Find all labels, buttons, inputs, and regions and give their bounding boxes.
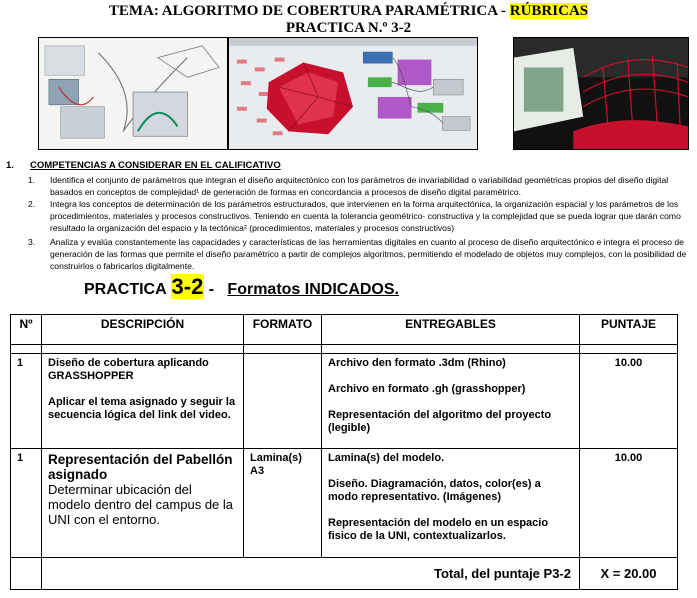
row-format: Lamina(s) A3	[244, 449, 322, 557]
total-row	[11, 557, 678, 589]
row-number: 1	[11, 353, 42, 449]
sketch-image	[38, 37, 228, 150]
header-format: FORMATO	[244, 315, 322, 345]
row-score: 10.00	[580, 353, 678, 449]
table-row	[11, 353, 678, 449]
row-description: Diseño de cobertura aplicando GRASSHOPPER Aplicar el tema asignado y seguir la secuencia lógica del link del video.	[42, 353, 244, 449]
header-deliverables: ENTREGABLES	[322, 315, 580, 345]
header-number: Nº	[11, 315, 42, 345]
table-row	[11, 449, 678, 557]
total-value: X = 20.00	[580, 557, 678, 589]
row-score: 10.00	[580, 449, 678, 557]
document-title: TEMA: ALGORITMO DE COBERTURA PARAMÉTRICA - RÚBRICAS	[108, 3, 589, 19]
render-image	[513, 37, 689, 150]
practica-heading: PRACTICA 3-2 - Formatos INDICADOS.	[84, 274, 399, 299]
row-description: Representación del Pabellón asignado Determinar ubicación del modelo dentro del campus de la UNI con el entorno.	[42, 449, 244, 557]
table-header-row	[11, 315, 678, 345]
row-deliverables: Lamina(s) del modelo. Diseño. Diagramación, datos, color(es) a modo representativo. (Imágenes) Representación del modelo en un espacio fisico de la UNI, contextualizarlos.	[322, 449, 580, 557]
document-subtitle: PRACTICA N.º 3-2	[285, 20, 412, 36]
row-deliverables: Archivo den formato .3dm (Rhino) Archivo en formato .gh (grasshopper) Representación del algoritmo del proyecto (legible)	[322, 353, 580, 449]
rubric-table	[10, 314, 678, 590]
title-highlight: RÚBRICAS	[509, 3, 589, 19]
row-format	[244, 353, 322, 449]
header-description: DESCRIPCIÓN	[42, 315, 244, 345]
total-label: Total, del puntaje P3-2	[42, 557, 580, 589]
practica-number: 3-2	[171, 274, 204, 299]
row-number: 1	[11, 449, 42, 557]
reference-images	[38, 37, 688, 150]
grasshopper-image	[228, 37, 478, 150]
section-heading: 1. COMPETENCIAS A CONSIDERAR EN EL CALIFICATIVO	[6, 160, 281, 171]
header-score: PUNTAJE	[580, 315, 678, 345]
